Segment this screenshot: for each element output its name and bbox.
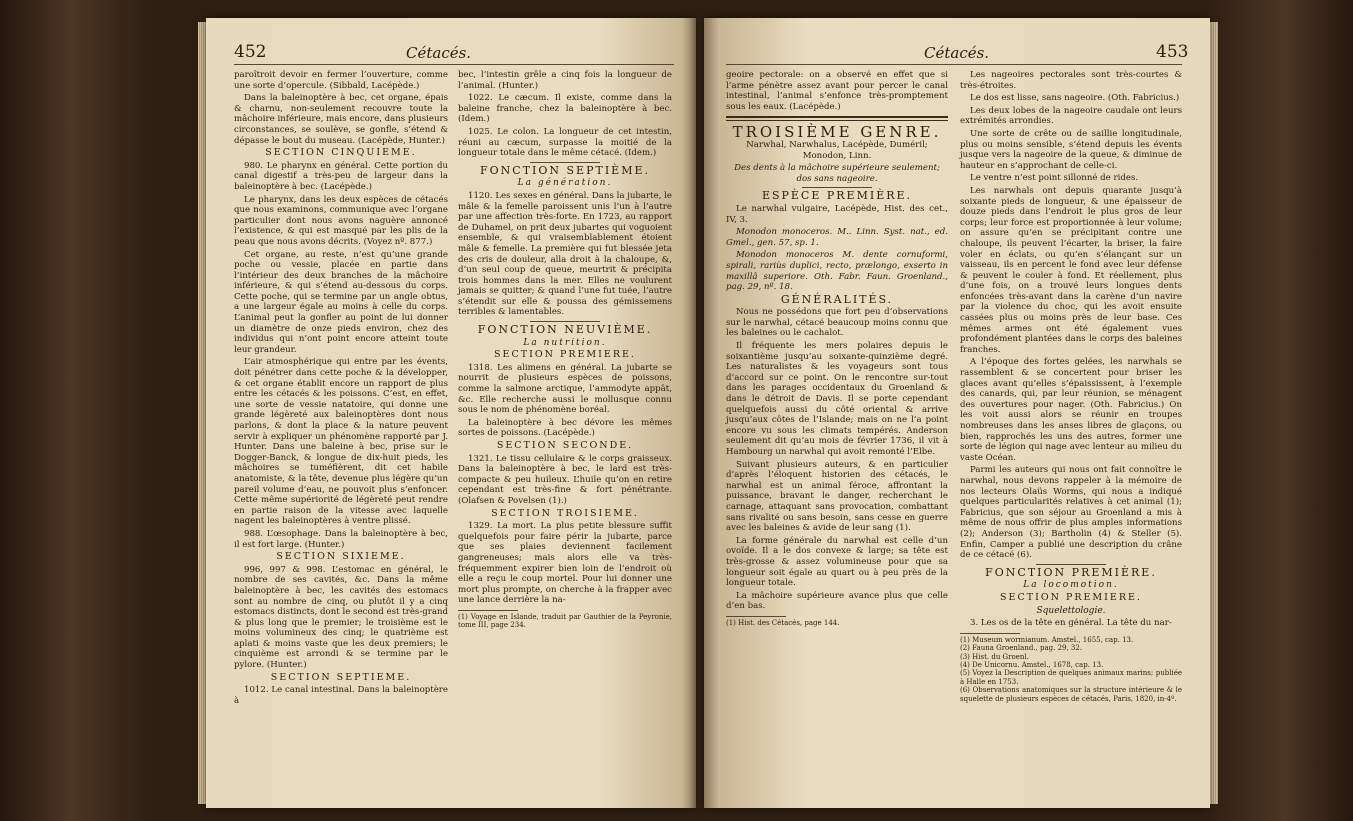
left-page bbox=[206, 18, 696, 808]
paragraph: bec, l’intestin grêle a cinq fois la longueur de l’animal. (Hunter.) bbox=[458, 70, 672, 91]
paragraph: Il fréquente les mers polaires depuis le soixantième jusqu’au soixante-quinzième degré. Les naturalistes & les voyageurs sont tous d’accord sur ce point. On le rencontre sur-tout dans les parages occidentaux du Groenland & dans le détroit de Davis. Il se porte cependant quelquefois aussi du côté oriental & arrive jusqu’aux côtes de l’Islande; mais on ne l’a point encore vu sous les climats tempérés. Anderson seulement dit qu’au mois de février 1736, il vit à Hambourg un narwhal qui avoit remonté l’Elbe. bbox=[726, 341, 948, 457]
function-subheading: La génération. bbox=[517, 178, 613, 189]
paragraph: paroîtroit devoir en fermer l’ouverture, comme une sorte d’opercule. (Sibbald, Lacépède.) bbox=[234, 70, 448, 91]
footnote: (1) Voyage en Islande, traduit par Gauthier de la Peyronie, tome III, page 234. bbox=[458, 612, 672, 630]
footnote: (3) Hist. du Groenl. bbox=[960, 652, 1029, 661]
paragraph: 996, 997 & 998. L’estomac en général, le nombre de ses cavités, &c. Dans la même baleinoptère à bec, les cavités des estomacs sont au nombre de cinq, ou plutôt il y a cinq estomacs distincts, dont le second est très-grand & plus long que le premier; le troisième est le moins volumineux des cinq; le quatrième est aplati & moins vaste que les deux premiers; le cinquième est arrondi & se termine par le pylore. (Hunter.) bbox=[234, 564, 448, 671]
paragraph: Le dos est lisse, sans nageoire. (Oth. Fabricius.) bbox=[970, 93, 1180, 104]
footnote: (2) Fauna Groenland., pag. 29, 32. bbox=[960, 644, 1083, 653]
divider bbox=[1036, 564, 1106, 565]
footnote: (1) Museum wormianum. Amstel., 1655, cap. 13. bbox=[960, 635, 1134, 644]
paragraph: 1012. Le canal intestinal. Dans la baleinoptère à bbox=[234, 685, 448, 706]
paragraph: 1120. Les sexes en général. Dans la jubarte, le mâle & la femelle paroissent unis l’un à l’autre par une affection très-forte. En 1723, au rapport de Duhamel, on prit deux jubartes qui voguoient ensemble, & qui vraisemblablement étoient mâle & femelle. La première qui fut blessée jeta des cris de douleur, alla droit à la chaloupe, &, d’un seul coup de queue, meurtrit & précipita trois hommes dans la mer. Elles ne voulurent jamais se quitter; & quand l’une fut tuée, l’autre s’étendit sur elle & poussa des gémissemens terribles & lamentables. bbox=[458, 190, 672, 318]
paragraph: 1321. Le tissu cellulaire & le corps graisseux. Dans la baleinoptère à bec, le lard est très-compacte & peu huileux. L’huile qu’on en retire cependant est très-fine & fort pénétrante. (Olafsen & Povelsen (1).) bbox=[458, 453, 672, 506]
paragraph: 988. L’œsophage. Dans la baleinoptère à bec, il est fort large. (Hunter.) bbox=[234, 528, 448, 550]
function-heading: FONCTION PREMIÈRE. bbox=[985, 565, 1157, 579]
function-heading: FONCTION SEPTIÈME. bbox=[480, 163, 650, 177]
left-page-edges bbox=[198, 22, 206, 804]
left-page-column-1 bbox=[234, 70, 448, 708]
paragraph: La mâchoire supérieure avance plus que celle d’en bas. bbox=[726, 590, 948, 612]
paragraph: 1022. Le cæcum. Il existe, comme dans la baleine franche, chez la baleinoptère à bec. (Idem.) bbox=[458, 93, 672, 125]
paragraph: Nous ne possédons que fort peu d’observations sur le narwhal, cétacé beaucoup moins connu que les baleines ou le cachalot. bbox=[726, 307, 948, 339]
section-heading: SECTION PREMIERE. bbox=[1000, 591, 1142, 603]
function-heading: FONCTION NEUVIÈME. bbox=[477, 323, 653, 337]
paragraph: 1329. La mort. La plus petite blessure suffit quelquefois pour faire périr la jubarte, parce que ses plaies deviennent facilement gangreneuses; mais alors elle va très-fréquemment expirer bien loin de l’endroit où elle a reçu le coup mortel. Pour lui donner une mort plus prompte, on cherche à la frapper avec une lance derrière la na- bbox=[458, 521, 672, 606]
section-heading: SECTION TROISIEME. bbox=[491, 507, 639, 519]
footnote: (6) Observations anatomiques sur la structure intérieure & le squelette de plusieurs espèces de cétacés, Paris, 1820, in-4º. bbox=[960, 686, 1182, 703]
paragraph: Les deux lobes de la nageoire caudale ont leurs extrémités arrondies. bbox=[960, 105, 1182, 127]
paragraph: geoire pectorale: on a observé en effet que si l’arme pénètre assez avant pour percer le canal intestinal, l’animal s’enfonce très-promptement sous les eaux. (Lacépède.) bbox=[726, 70, 948, 112]
section-subheading: Squelettologie. bbox=[1036, 605, 1106, 616]
running-head-left: Cétacés. bbox=[406, 44, 472, 62]
paragraph: Cet organe, au reste, n’est qu’une grande poche ou vessie, placée en partie dans l’intérieur des deux branches de la mâchoire inférieure, & qui s’étend au-dessous du corps. Cette poche, qui se termine par un angle obtus, a une largeur égale au moins à celle du corps. L’animal peut la gonfler au point de lui donner un diamètre de onze pieds environ, chez des individus qui n’ont point encore atteint toute leur grandeur. bbox=[234, 249, 448, 355]
footnote: (5) Voyez la Description de quelques animaux marins; publiée à Halle en 1753. bbox=[960, 669, 1182, 686]
function-subheading: La nutrition. bbox=[523, 337, 607, 348]
left-page-column-2 bbox=[458, 70, 672, 630]
section-heading: SECTION PREMIERE. bbox=[494, 349, 636, 361]
synonym: Monodon monoceros. M.. Linn. Syst. nat., ed. Gmel., gen. 57, sp. 1. bbox=[726, 227, 948, 248]
page-number-left: 452 bbox=[234, 42, 267, 62]
paragraph: Dans la baleinoptère à bec, cet organe, épais & charnu, non-seulement recouvre toute la mâchoire inférieure, mais encore, dans plusieurs circonstances, se soulève, se gonfle, s’étend & dépasse le bout du museau. (Lacépède, Hunter.) bbox=[234, 93, 448, 146]
section-heading: SECTION SEPTIEME. bbox=[270, 671, 412, 683]
genre-heading: TROISIÈME GENRE. bbox=[732, 123, 942, 142]
section-heading: SECTION SECONDE. bbox=[496, 440, 634, 451]
synonym: Monodon monoceros M. dente cornuformi, spirali, rariùs duplici, recto, prælongo, exserto in maxillâ superiore. Oth. Fabr. Faun. Groenland., pag. 29, nº. 18. bbox=[726, 250, 948, 293]
paragraph: La baleinoptère à bec dévore les mêmes sortes de poissons. (Lacépède.) bbox=[458, 417, 672, 439]
paragraph: Suivant plusieurs auteurs, & en particulier d’après l’éloquent historien des cétacés, le narwhal est un animal féroce, affrontant la puissance, bravant le danger, recherchant le carnage, attaquant sans provocation, combattant sans rivalité ou sans besoin, sans cesse en guerre avec les baleines & avide de leur sang (1). bbox=[726, 459, 948, 534]
paragraph: Les nageoires pectorales sont très-courtes & très-étroites. bbox=[960, 70, 1182, 91]
paragraph: L’air atmosphérique qui entre par les évents, doit pénétrer dans cette poche & la développer, & cet organe établit encore un rapport de plus entre les cétacés & les poissons. C’est, en effet, une sorte de vessie natatoire, qui donne une grande légèreté aux baleinoptères dont nous parlons, & dont la place & la nature peuvent servir à expliquer un phénomène rapporté par J. Hunter. Dans une baleine à bec, prise sur le Dogger-Banck, & longue de dix-huit pieds, les mâchoires se tuméfièrent, dit cet habile anatomiste, & la tête, devenue plus légère qu’un pareil volume d’eau, ne pouvoit plus s’enfoncer. Cette même supériorité de légèreté peut rendre en partie raison de la vitesse avec laquelle nagent les baleinoptères à ventre plissé. bbox=[234, 357, 448, 527]
species-name: Le narwhal vulgaire, Lacépède, Hist. des cet., IV, 3. bbox=[726, 203, 948, 225]
running-head-right: Cétacés. bbox=[924, 44, 990, 62]
function-subheading: La locomotion. bbox=[1023, 580, 1119, 591]
footnote: (4) De Unicornu. Amstel., 1678, cap. 13. bbox=[960, 660, 1104, 669]
paragraph: Les narwhals ont depuis quarante jusqu’à soixante pieds de longueur, & une épaisseur de douze pieds dans l’endroit le plus gros de leur corps; leur force est proportionnée à leur volume; on assure qu’en se précipitant contre une chaloupe, ils peuvent l’écarter, la briser, la faire voler en éclats, ou qu’en s’élançant sur un vaisseau, ils en percent le fond avec leur défense & peuvent le couler à fond. Et réellement, plus d’une fois, on a trouvé leurs longues dents enfoncées très-avant dans la carène d’un navire par la violence du choc, qui les avoit ensuite cassées plus ou moins près de leur base. Ces mêmes armes ont été également vues profondément plantées dans le corps des baleines franches. bbox=[960, 185, 1182, 355]
species-heading: ESPÈCE PREMIÈRE. bbox=[761, 189, 913, 203]
paragraph: Parmi les auteurs qui nous ont fait connoître le narwhal, nous devons rappeler à la mémoire de nos lecteurs Olaüs Worms, qui nous a indiqué quelques particularités relatives à cet animal (1); Fabricius, que son séjour au Groenland a mis à même de nous offrir de plus amples informations (2); Anderson (3); Bartholin (4) & Steller (5). Enfin, Camper a publié une description du crâne de ce cétacé (6). bbox=[960, 465, 1182, 561]
page-number-right: 453 bbox=[1156, 42, 1189, 62]
header-rule-right bbox=[726, 64, 1182, 65]
footnote: (1) Hist. des Cétacés, page 144. bbox=[726, 618, 840, 627]
footnote-rule bbox=[726, 616, 786, 617]
footnote-rule bbox=[458, 610, 518, 611]
paragraph: 3. Les os de la tête en général. La tête du nar- bbox=[970, 618, 1172, 629]
right-page-column-2 bbox=[960, 70, 1182, 703]
paragraph: 1025. Le colon. La longueur de cet intestin, réuni au cæcum, surpasse la moitié de la longueur totale dans le même cétacé. (Idem.) bbox=[458, 126, 672, 159]
genre-description: Des dents à la mâchoire supérieure seulement; dos sans nageoire. bbox=[734, 163, 940, 184]
paragraph: Le ventre n’est point sillonné de rides. bbox=[970, 173, 1139, 184]
paragraph: La forme générale du narwhal est celle d’un ovoïde. Il a le dos convexe & large; sa tête est très-grosse & assez volumineuse pour que sa longueur soit égale au quart ou à peu près de la longueur totale. bbox=[726, 535, 948, 589]
paragraph: 980. Le pharynx en général. Cette portion du canal digestif a très-peu de largeur dans la baleinoptère à bec. (Lacépède.) bbox=[234, 160, 448, 192]
header-rule-left bbox=[234, 64, 674, 65]
paragraph: Le pharynx, dans les deux espèces de cétacés que nous examinons, communique avec l’organe particulier dont nous avons naguère annoncé l’existence, & qui est masqué par les plis de la peau que nous avons décrits. (Voyez nº. 877.) bbox=[234, 194, 448, 247]
paragraph: 1318. Les alimens en général. La jubarte se nourrit de plusieurs espèces de poissons, comme la salmone arctique, l’ammodyte appât, &c. Elle recherche aussi le mollusque connu sous le nom de phénomène boréal. bbox=[458, 362, 672, 416]
right-page-column-1 bbox=[726, 70, 948, 627]
section-heading: SECTION CINQUIEME. bbox=[265, 147, 417, 159]
paragraph: Une sorte de crête ou de saillie longitudinale, plus ou moins sensible, s’étend depuis les évents jusque vers la nageoire de la queue, & diminue de hauteur en s’approchant de celle-ci. bbox=[960, 128, 1182, 171]
divider bbox=[530, 162, 600, 163]
footnote-rule bbox=[960, 633, 1020, 634]
double-rule bbox=[726, 116, 948, 121]
generalities-heading: GÉNÉRALITÉS. bbox=[780, 292, 894, 306]
divider bbox=[530, 321, 600, 322]
right-page-edges bbox=[1210, 22, 1218, 804]
genre-names: Narwhal, Narwhalus, Lacépède, Duméril; Monodon, Linn. bbox=[746, 139, 928, 161]
right-page bbox=[704, 18, 1210, 808]
paragraph: A l’époque des fortes gelées, les narwhals se rassemblent & se concertent pour briser les glaces avant qu’elles s’épaississent, à l’exemple des canards, qui, par leur réunion, se ménagent des ouvertures pour nager. (Oth. Fabricius.) On les voit aussi alors se réunir en troupes nombreuses dans les anses libres de glaçons, ou bien, rapprochés les uns des autres, former une sorte de légion qui nage avec lenteur au milieu du vaste Océan. bbox=[960, 357, 1182, 463]
section-heading: SECTION SIXIEME. bbox=[276, 551, 406, 563]
